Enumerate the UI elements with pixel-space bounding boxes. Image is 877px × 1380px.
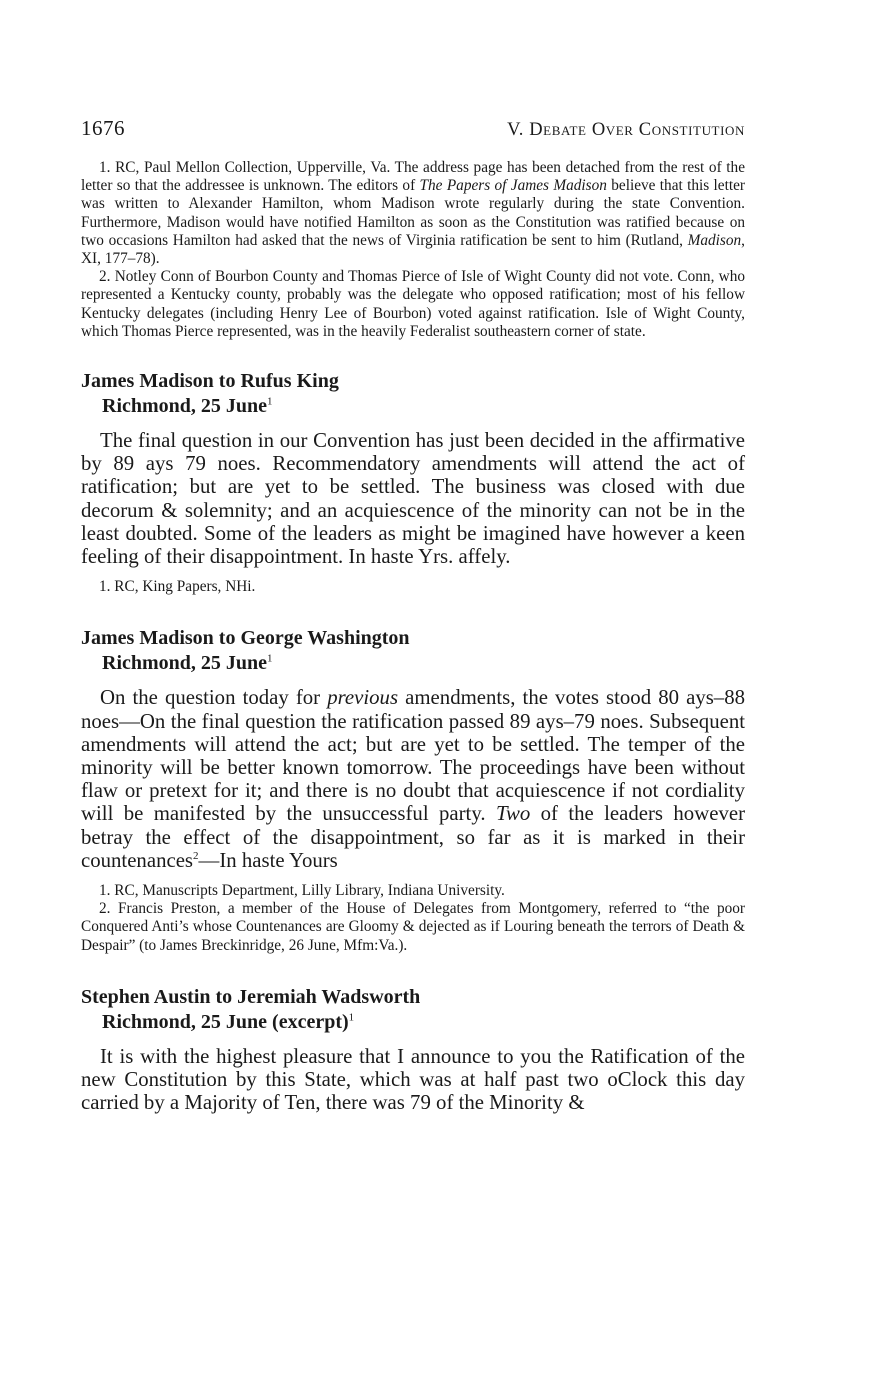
- letter-heading: [81, 369, 745, 419]
- note-mark: 1: [348, 1011, 355, 1024]
- running-head: [81, 116, 745, 141]
- letter-footnote: 1. RC, Manuscripts Department, Lilly Library, Indiana University.: [99, 882, 505, 900]
- letter-body: On the question today for previous amendments, the votes stood 80 ays–88 noes—On the final question the ratification passed 89 ays–79 noes. Subsequent amendments will attend the act; but are yet to be settled. The temper of the minority will be better known tomorrow. The proceedings have been without flaw or pretext for it; and there is no doubt that acquiescence if not cordiality will be manifested by the unsuccessful party. Two of the leaders however betray the effect of the disappointment, so far as it is marked in their countenances$^2$—In haste Yours: [81, 686, 745, 872]
- letter-heading: [81, 985, 745, 1035]
- note-mark: 1: [267, 395, 273, 408]
- document-page: [81, 116, 745, 1125]
- letter-title: Stephen Austin to Jeremiah Wadsworth: [81, 985, 421, 1008]
- letter-heading: [81, 626, 745, 676]
- page-number: 1676: [81, 116, 125, 140]
- top-footnotes: [81, 159, 745, 341]
- letter-footnote: 2. Francis Preston, a member of the House of Delegates from Montgomery, referred to “the poor Conquered Anti’s whose Countenances are Gloomy & dejected as if Louring beneath the terrors of Death & Despair” (to James Breckinridge, 26 June, Mfm:Va.).: [81, 900, 745, 954]
- letter-title: James Madison to George Washington: [81, 627, 410, 650]
- letter-place-date: Richmond, 25 June$^1$: [102, 395, 273, 418]
- letter-title: James Madison to Rufus King: [81, 370, 339, 393]
- letter-place-date: Richmond, 25 June (excerpt)$^1$: [102, 1010, 355, 1033]
- letter-body: The final question in our Convention has just been decided in the affirmative by 89 ays 79 noes. Recommendatory amendments will attend the act of ratification; but are yet to be settled. The business was closed with due decorum & solemnity; and an acquiescence of the minority can not be in the least doubted. Some of the leaders as might be imagined have however a keen feeling of their disappointment. In haste Yrs. affely.: [81, 429, 745, 569]
- letter-place-date: Richmond, 25 June$^1$: [102, 652, 273, 675]
- letter-footnotes: [81, 578, 745, 596]
- letter-body: It is with the highest pleasure that I announce to you the Ratification of the new Constitution by this State, which was at half past two oClock this day carried by a Majority of Ten, there was 79 of the Minority &: [81, 1044, 745, 1115]
- note-mark: 1: [267, 652, 273, 665]
- footnote-1: 1. RC, Paul Mellon Collection, Upperville, Va. The address page has been detached from the rest of the letter so that the addressee is unknown. The editors of The Papers of James Madison believe that this letter was written to Alexander Hamilton, whom Madison wrote regularly during the state Convention. Furthermore, Madison would have notified Hamilton as soon as the Constitution was ratified because on two occasions Hamilton had asked that the news of Virginia ratification be sent to him (Rutland, Madison, XI, 177–78).: [81, 159, 745, 268]
- footnote-2: 2. Notley Conn of Bourbon County and Thomas Pierce of Isle of Wight County did not vote. Conn, who represented a Kentucky county, probably was the delegate who opposed ratification; most of his fellow Kentucky delegates (including Henry Lee of Bourbon) voted against ratification. Isle of Wight County, which Thomas Pierce represented, was in the heavily Federalist southeastern corner of state.: [81, 268, 745, 340]
- note-mark: 2: [193, 849, 199, 862]
- section-title: V. Debate Over Constitution: [507, 120, 745, 140]
- letter-footnotes: [81, 882, 745, 955]
- letter-footnote: 1. RC, King Papers, NHi.: [99, 578, 256, 596]
